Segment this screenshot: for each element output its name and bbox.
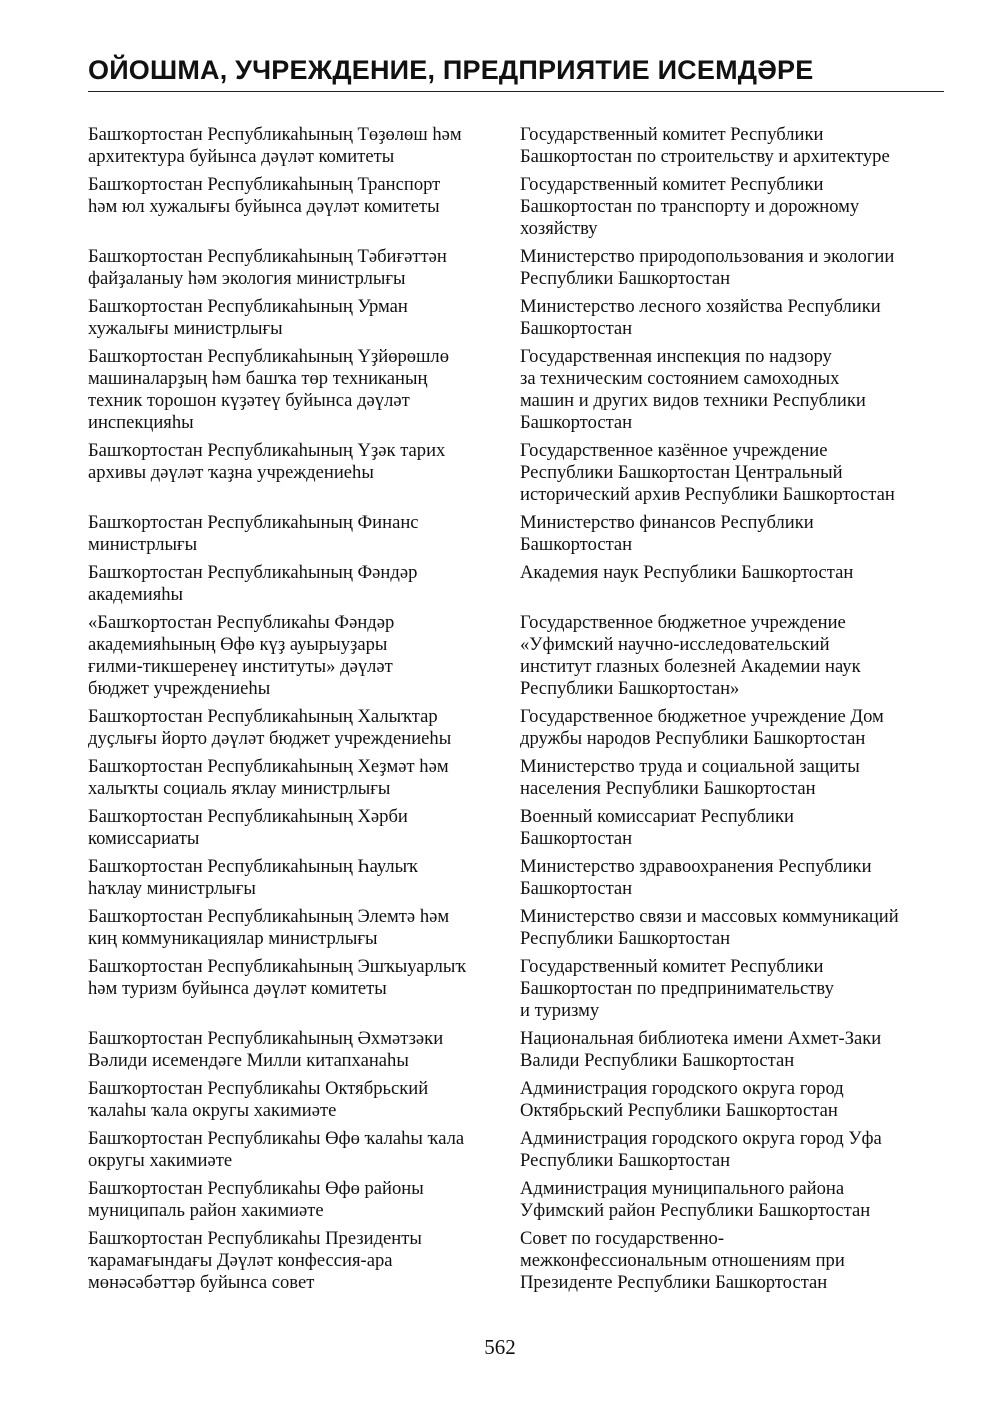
entry-line: Администрация муниципального района [520,1178,845,1199]
entry-line: Министерство природопользования и экологии [520,246,895,267]
russian-name [520,856,948,900]
entry-line: Государственное казённое учреждение [520,440,828,461]
bashkir-name [88,124,518,168]
entry-line: Министерство труда и социальной защиты [520,756,860,777]
entry-line: Национальная библиотека имени Ахмет-Заки [520,1028,882,1049]
entry-line: дружбы народов Республики Башкортостан [520,728,866,749]
entry-row [88,756,948,800]
entry-line: Башкортостан [520,878,633,899]
entry-line: Башҡортостан Республикаһы Өфө районы [88,1178,424,1199]
entry-line: академияһы [88,584,184,605]
entry-line: Государственная инспекция по надзору [520,346,832,367]
entry-row [88,1078,948,1122]
entry-line: населения Республики Башкортостан [520,778,816,799]
entry-line: Башкортостан по предпринимательству [520,978,834,999]
entry-row [88,856,948,900]
russian-name [520,1028,948,1072]
entry-row [88,1028,948,1072]
entry-line: институт глазных болезней Академии наук [520,656,861,677]
entry-line: исторический архив Республики Башкортостан [520,484,895,505]
bashkir-name [88,512,518,556]
entry-line: и туризму [520,1000,600,1021]
entry-line: Государственное бюджетное учреждение [520,612,846,633]
entry-line: Башкортостан [520,828,633,849]
entry-line: Башкортостан [520,534,633,555]
bashkir-name [88,562,518,606]
bashkir-name [88,1178,518,1222]
entry-line: һәм юл хужалығы буйынса дәүләт комитеты [88,196,440,217]
entry-line: Министерство связи и массовых коммуникаций [520,906,899,927]
russian-name [520,440,948,506]
entry-row [88,296,948,340]
entry-line: Военный комиссариат Республики [520,806,794,827]
entry-line: Башҡортостан Республикаһы Президенты [88,1228,422,1249]
entry-line: «Уфимский научно-исследовательский [520,634,830,655]
entry-row [88,806,948,850]
entry-row [88,562,948,606]
entries-table [88,124,948,1300]
entry-line: комиссариаты [88,828,200,849]
entry-line: хозяйству [520,218,598,239]
entry-line: Башҡортостан Республикаһының Эшҡыуарлыҡ [88,956,467,977]
entry-row [88,906,948,950]
entry-line: Президенте Республики Башкортостан [520,1272,828,1293]
bashkir-name [88,806,518,850]
entry-row [88,174,948,240]
bashkir-name [88,706,518,750]
russian-name [520,756,948,800]
entry-line: Башҡортостан Республикаһының Фәндәр [88,562,418,583]
entry-line: Башҡортостан Республикаһының Финанс [88,512,419,533]
bashkir-name [88,296,518,340]
entry-line: мөнәсәбәттәр буйынса совет [88,1272,315,1293]
entry-row [88,706,948,750]
entry-line: файҙаланыу һәм экология министрлығы [88,268,406,289]
entry-line: киң коммуникациялар министрлығы [88,928,378,949]
entry-line: Башҡортостан Республикаһы Октябрьский [88,1078,429,1099]
entry-line: ҡарамағындағы Дәүләт конфессия-ара [88,1250,393,1271]
entry-line: Республики Башкортостан [520,1150,731,1171]
entry-line: Башҡортостан Республикаһының Үҙйөрөшлө [88,346,449,367]
bashkir-name [88,1128,518,1172]
entry-line: министрлығы [88,534,198,555]
entry-line: Башкортостан по строительству и архитектуре [520,146,890,167]
entry-line: техник торошон күҙәтеү буйынса дәүләт [88,390,410,411]
entry-line: Башҡортостан Республикаһының Халыҡтар [88,706,438,727]
entry-line: Государственное бюджетное учреждение Дом [520,706,884,727]
entry-line: Башҡортостан Республикаһының Хәрби [88,806,408,827]
bashkir-name [88,1228,518,1294]
entry-line: Башҡортостан Республикаһының Һаулыҡ [88,856,418,877]
entry-line: Администрация городского округа город Уфа [520,1128,882,1149]
entry-line: Министерство лесного хозяйства Республики [520,296,881,317]
russian-name [520,246,948,290]
entry-line: академияһының Өфө күҙ ауырыуҙары [88,634,388,655]
entry-row [88,612,948,700]
entry-row [88,1128,948,1172]
bashkir-name [88,906,518,950]
bashkir-name [88,1078,518,1122]
entry-line: Вәлиди исемендәге Милли китапханаһы [88,1050,409,1071]
entry-line: округы хакимиәте [88,1150,233,1171]
header-rule [88,91,944,92]
entry-line: Октябрьский Республики Башкортостан [520,1100,838,1121]
bashkir-name [88,856,518,900]
bashkir-name [88,246,518,290]
entry-row [88,246,948,290]
entry-line: Министерство финансов Республики [520,512,814,533]
bashkir-name [88,612,518,700]
entry-line: Государственный комитет Республики [520,956,824,977]
entry-line: Башҡортостан Республикаһының Үҙәк тарих [88,440,446,461]
entry-line: Башҡортостан Республикаһының Урман [88,296,408,317]
russian-name [520,612,948,700]
entry-line: межконфессиональным отношениям при [520,1250,845,1271]
russian-name [520,124,948,168]
entry-row [88,124,948,168]
entry-line: хужалығы министрлығы [88,318,283,339]
russian-name [520,956,948,1022]
entry-line: халыҡты социаль яҡлау министрлығы [88,778,391,799]
entry-line: Башҡортостан Республикаһының Төҙөлөш һәм [88,124,462,145]
page-header: ОЙОШМА, УЧРЕЖДЕНИЕ, ПРЕДПРИЯТИЕ ИСЕМДӘРЕ [88,55,814,85]
entry-line: Республики Башкортостан» [520,678,740,699]
entry-row [88,512,948,556]
entry-line: Башҡортостан Республикаһының Әхмәтзәки [88,1028,444,1049]
russian-name [520,906,948,950]
entry-row [88,1228,948,1294]
entry-line: Министерство здравоохранения Республики [520,856,872,877]
entry-line: Администрация городского округа город [520,1078,844,1099]
entry-row [88,346,948,434]
entry-line: Совет по государственно- [520,1228,725,1249]
entry-row [88,1178,948,1222]
entry-line: Башҡортостан Республикаһының Хеҙмәт һәм [88,756,449,777]
russian-name [520,806,948,850]
russian-name [520,706,948,750]
entry-line: Уфимский район Республики Башкортостан [520,1200,871,1221]
entry-line: машиналарҙың һәм башҡа төр техниканың [88,368,428,389]
entry-line: машин и других видов техники Республики [520,390,866,411]
entry-line: Государственный комитет Республики [520,124,824,145]
russian-name [520,1128,948,1172]
bashkir-name [88,440,518,506]
entry-line: дуҫлығы йорто дәүләт бюджет учреждениеһы [88,728,452,749]
entry-line: архитектура буйынса дәүләт комитеты [88,146,395,167]
entry-line: һаҡлау министрлығы [88,878,256,899]
bashkir-name [88,346,518,434]
entry-line: за техническим состоянием самоходных [520,368,840,389]
bashkir-name [88,174,518,240]
entry-line: Академия наук Республики Башкортостан [520,562,854,583]
entry-line: «Башҡортостан Республикаһы Фәндәр [88,612,395,633]
entry-line: Башҡортостан Республикаһы Өфө ҡалаһы ҡала [88,1128,465,1149]
russian-name [520,562,948,606]
entry-line: архивы дәүләт ҡаҙна учреждениеһы [88,462,374,483]
bashkir-name [88,1028,518,1072]
entry-line: Государственный комитет Республики [520,174,824,195]
russian-name [520,174,948,240]
russian-name [520,346,948,434]
entry-line: Башҡортостан Республикаһының Тәбиғәттән [88,246,447,267]
entry-line: Башкортостан по транспорту и дорожному [520,196,860,217]
bashkir-name [88,756,518,800]
entry-row [88,440,948,506]
entry-line: һәм туризм буйынса дәүләт комитеты [88,978,387,999]
entry-row [88,956,948,1022]
entry-line: ғилми-тикшеренеү институты» дәүләт [88,656,393,677]
entry-line: Республики Башкортостан [520,268,731,289]
entry-line: муниципаль район хакимиәте [88,1200,324,1221]
entry-line: инспекцияһы [88,412,194,433]
entry-line: Республики Башкортостан Центральный [520,462,843,483]
russian-name [520,1178,948,1222]
russian-name [520,1228,948,1294]
page-number: 562 [484,1335,516,1359]
russian-name [520,512,948,556]
entry-line: Башкортостан [520,412,633,433]
entry-line: бюджет учреждениеһы [88,678,271,699]
russian-name [520,1078,948,1122]
entry-line: ҡалаһы ҡала округы хакимиәте [88,1100,337,1121]
entry-line: Башҡортостан Республикаһының Элемтә һәм [88,906,450,927]
bashkir-name [88,956,518,1022]
entry-line: Валиди Республики Башкортостан [520,1050,795,1071]
entry-line: Республики Башкортостан [520,928,731,949]
entry-line: Башкортостан [520,318,633,339]
entry-line: Башҡортостан Республикаһының Транспорт [88,174,441,195]
russian-name [520,296,948,340]
